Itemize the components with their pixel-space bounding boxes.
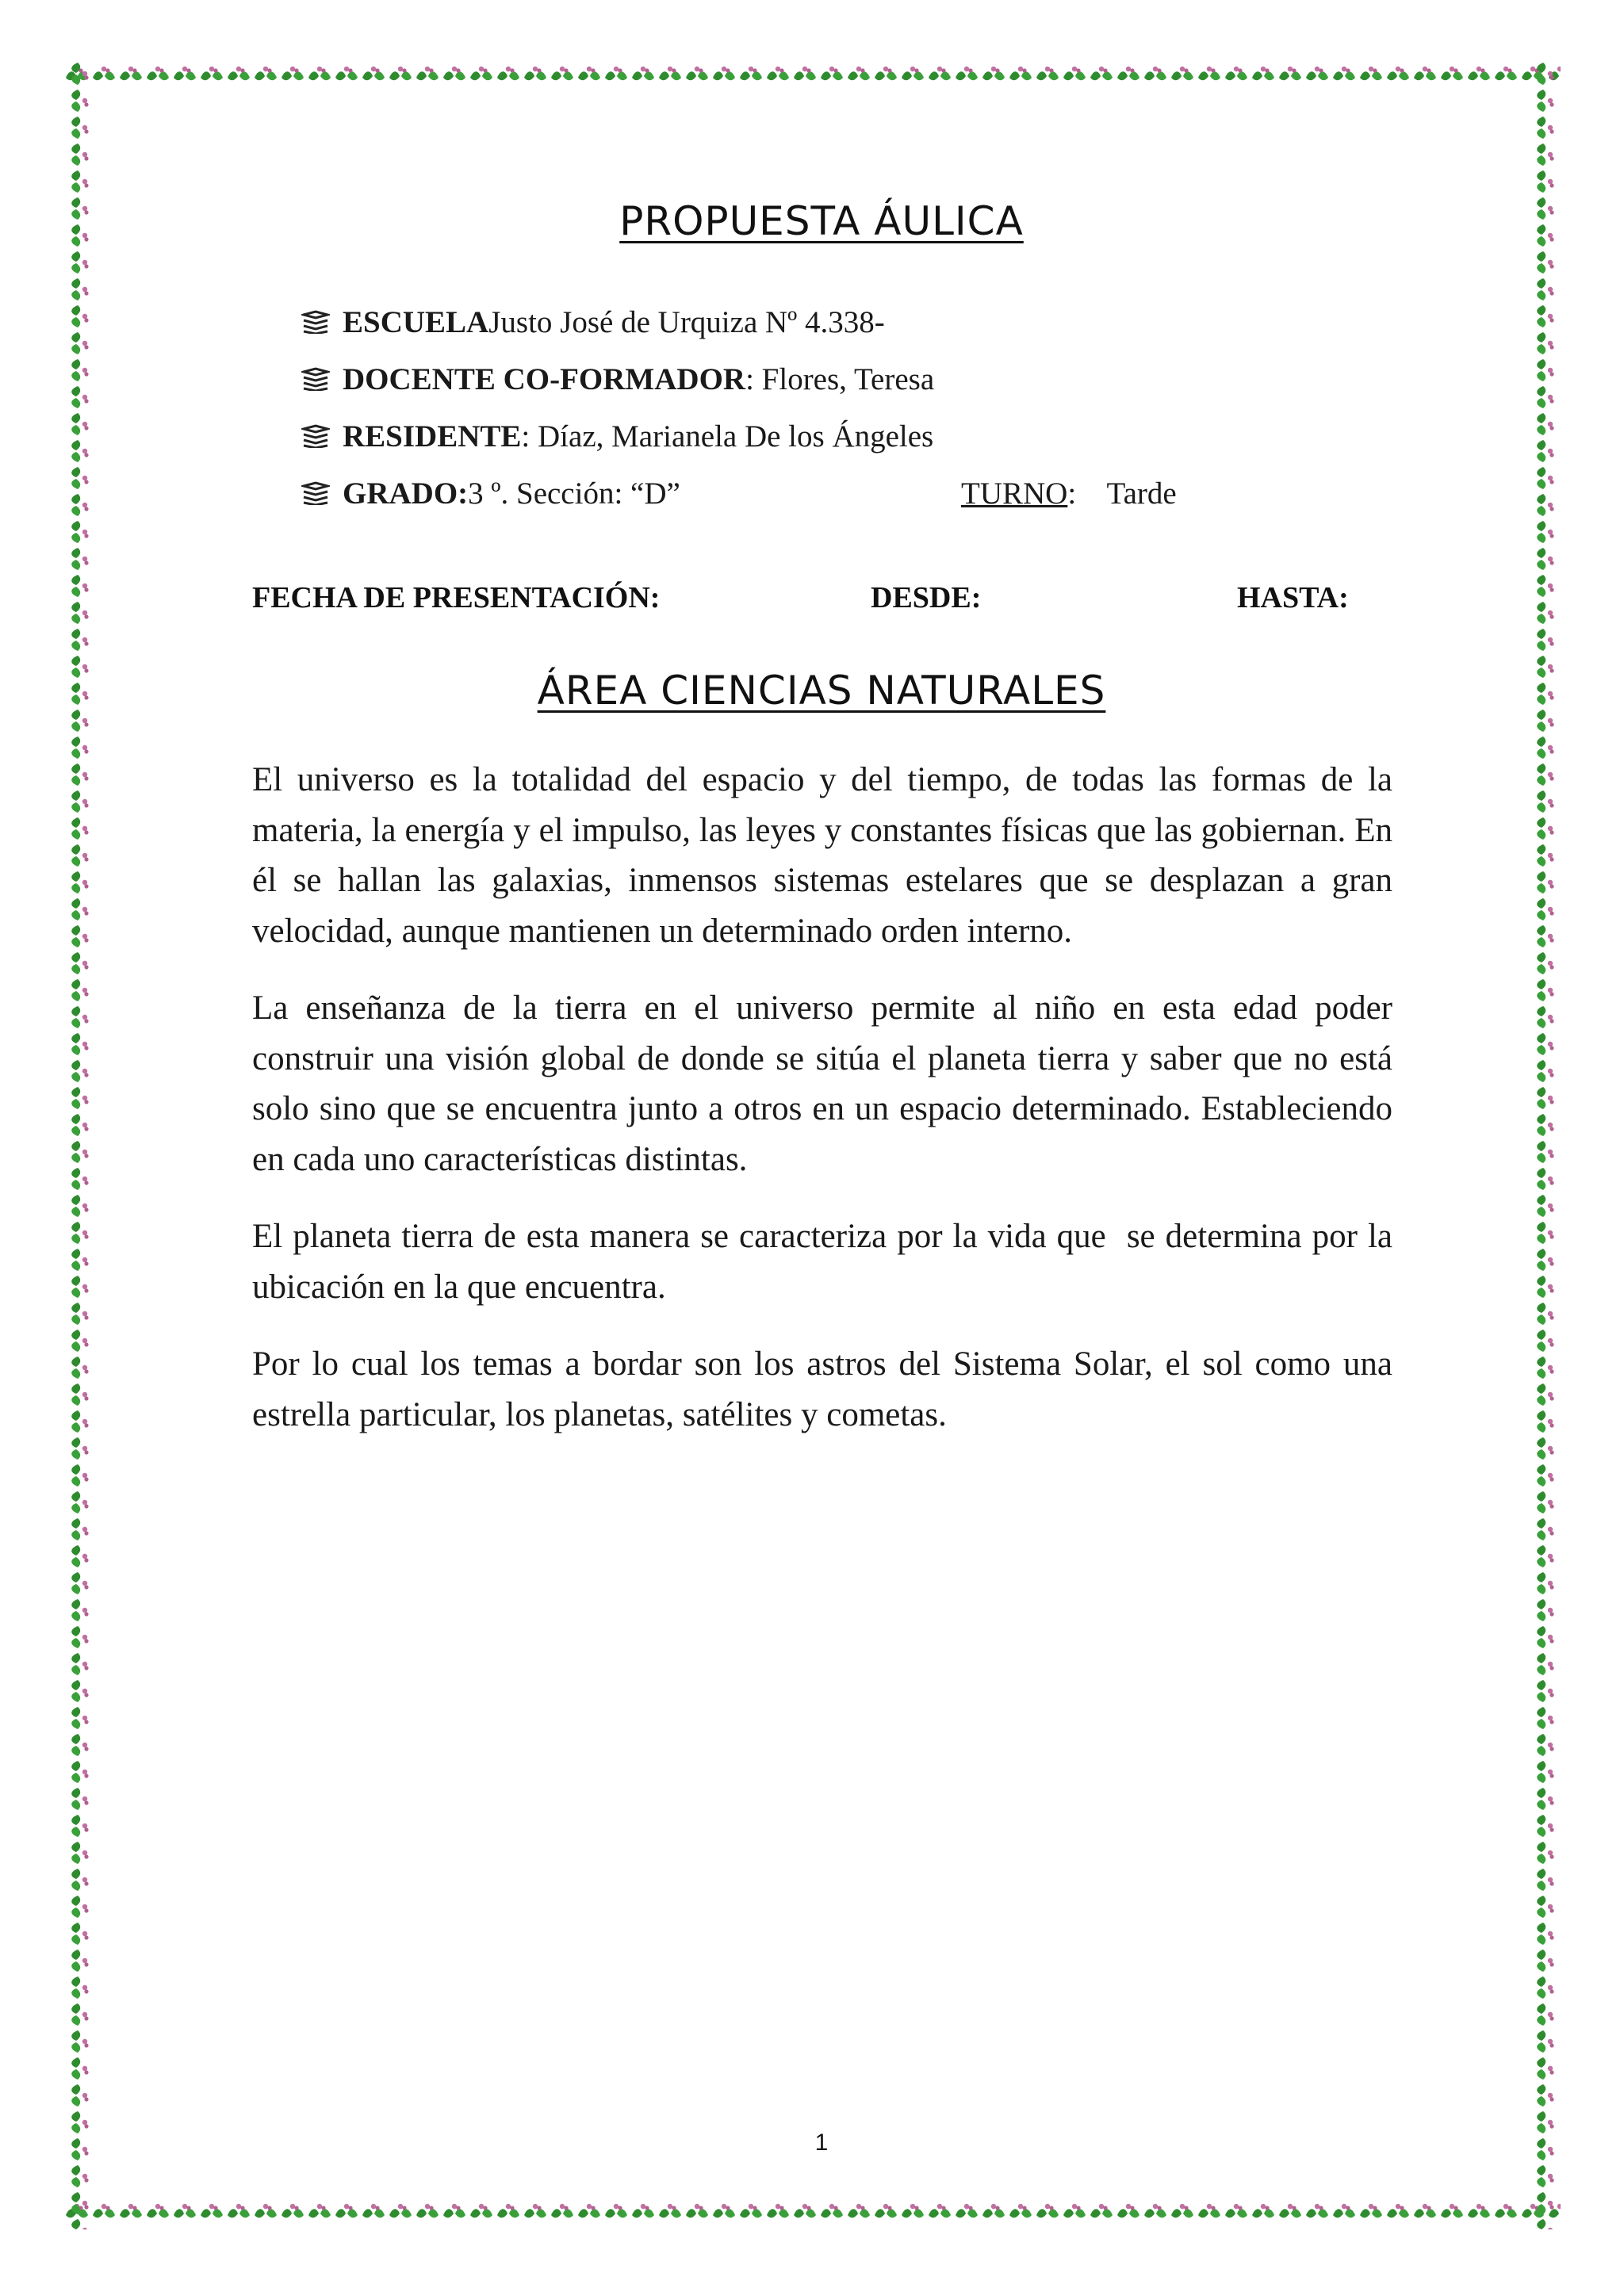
paragraph: Por lo cual los temas a bordar son los astros del Sistema Solar, el sol como una estrella particular, los planetas, satélites y cometas.	[252, 1345, 1392, 1433]
stacked-books-icon	[301, 481, 343, 505]
holly-border-left-icon	[63, 60, 95, 2229]
fecha-desde-label: DESDE:	[871, 581, 982, 614]
paragraph: La enseñanza de la tierra en el universo permite al niño en esta edad poder construir una visión global de donde se sitúa el planeta tierra y saber que no está solo sino que se encuentra junto a otros en un espacio determinado. Estableciendo en cada uno características distintas.	[252, 989, 1392, 1178]
fecha-row	[252, 580, 1362, 620]
page-title: PROPUESTA ÁULICA	[619, 198, 1024, 244]
holly-border-right-icon	[1529, 60, 1561, 2229]
info-list	[301, 293, 1177, 522]
escuela-value: Justo José de Urquiza Nº 4.338-	[488, 304, 885, 339]
fecha-hasta-label: HASTA:	[1237, 581, 1349, 614]
paragraph: El universo es la totalidad del espacio y del tiempo, de todas las formas de la materia, la energía y el impulso, las leyes y constantes físicas que las gobiernan. En él se hallan las galaxias, inmensos sistemas estelares que se desplazan a gran velocidad, aunque mantienen un determinado orden interno.	[252, 761, 1392, 950]
grado-label: GRADO:	[343, 476, 469, 511]
info-item-docente	[301, 350, 934, 408]
info-item-escuela	[301, 293, 934, 350]
stacked-books-icon	[301, 367, 343, 391]
grado-value: 3 º. Sección: “D”	[468, 476, 680, 511]
docente-label: DOCENTE CO-FORMADOR	[343, 362, 746, 396]
holly-border-bottom-icon	[63, 2198, 1561, 2229]
info-item-grado	[301, 465, 1177, 522]
turno-value: : Tarde	[1067, 476, 1177, 511]
fecha-presentacion-label: FECHA DE PRESENTACIÓN:	[252, 581, 661, 614]
info-item-residente	[301, 408, 934, 465]
residente-value: : Díaz, Marianela De los Ángeles	[521, 419, 934, 453]
turno-label: TURNO	[961, 476, 1068, 511]
paragraph: El planeta tierra de esta manera se caracteriza por la vida que se determina por la ubicación en la que encuentra.	[252, 1218, 1401, 1306]
holly-border-top-icon	[63, 60, 1561, 92]
docente-value: : Flores, Teresa	[745, 362, 935, 396]
stacked-books-icon	[301, 310, 343, 334]
escuela-label: ESCUELA	[343, 304, 489, 339]
residente-label: RESIDENTE	[343, 419, 522, 453]
page-number: 1	[814, 2130, 829, 2156]
body-text	[252, 755, 1401, 1467]
section-title: ÁREA CIENCIAS NATURALES	[537, 668, 1106, 714]
stacked-books-icon	[301, 424, 343, 448]
turno	[961, 476, 1177, 511]
